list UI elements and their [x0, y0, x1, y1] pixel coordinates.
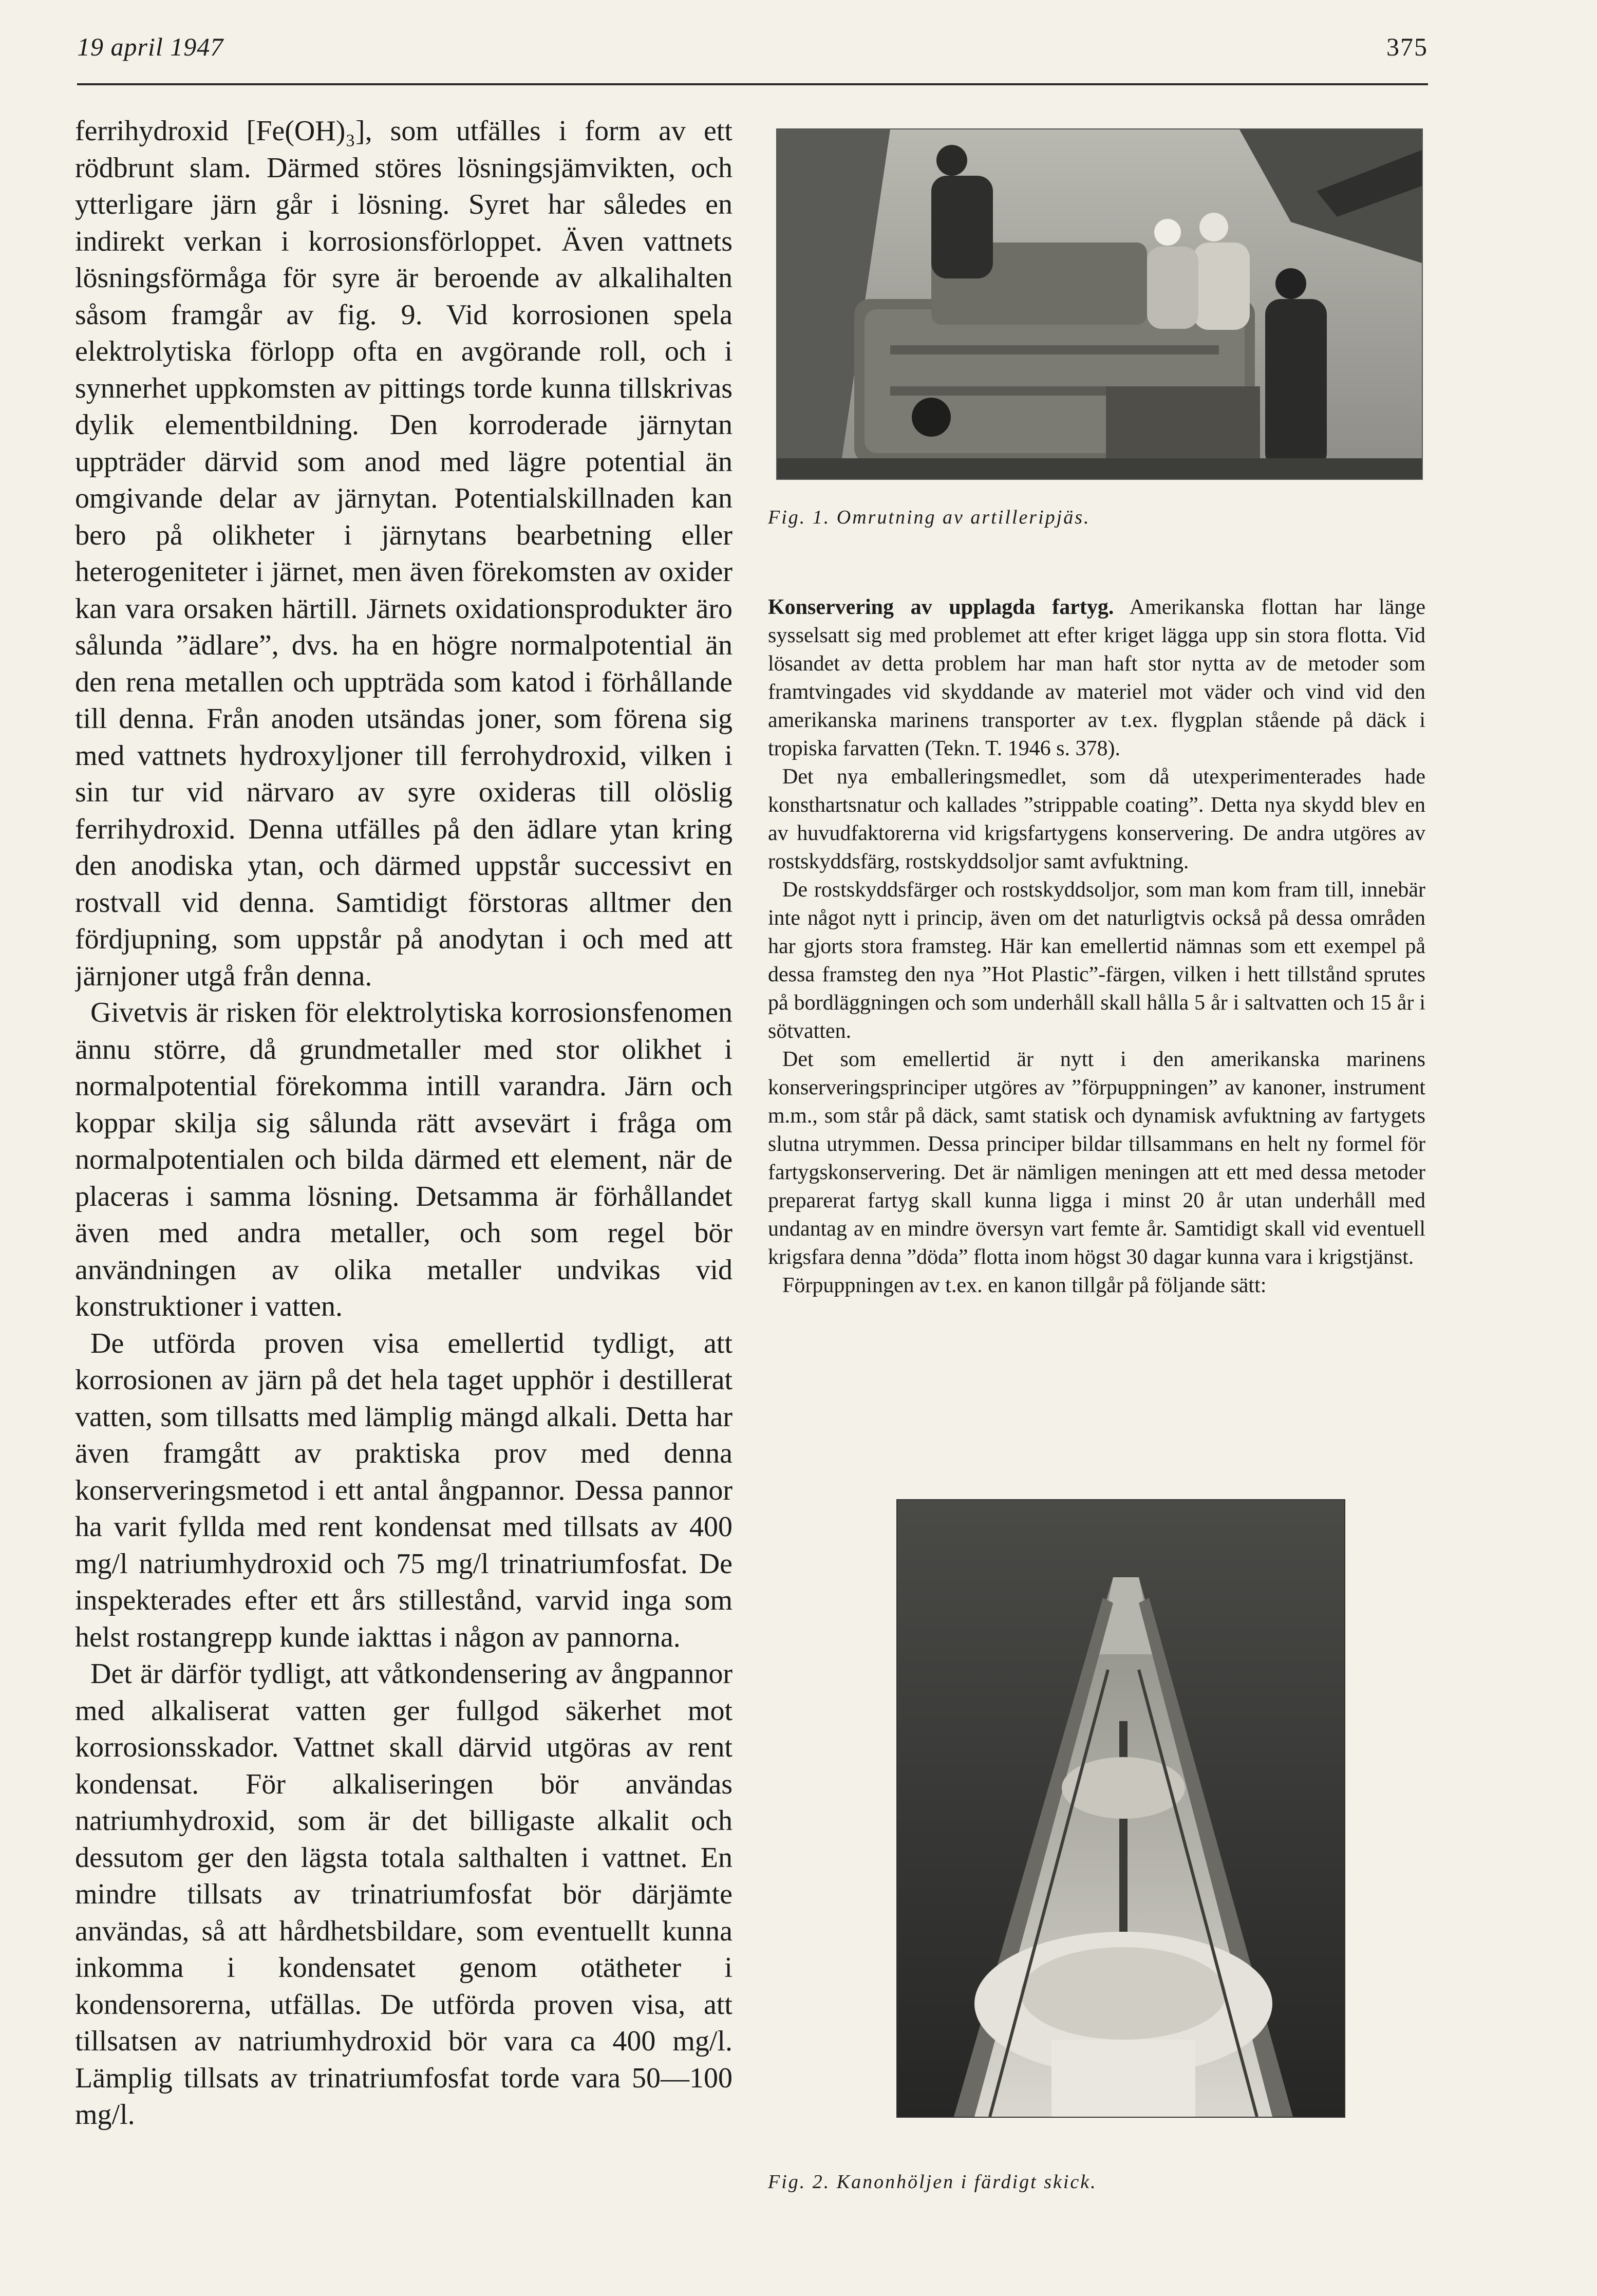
body-paragraph — [768, 593, 1425, 763]
section-heading: Konservering av upplagda fartyg. — [768, 595, 1114, 619]
right-column — [768, 128, 1431, 2193]
body-paragraph: ferrihydroxid [Fe(OH)₃], som utfälles i form av ett rödbrunt slam. Därmed störes lösningsjämvikten, och ytterligare järn går i lösning. Syret har således en indirekt verkan i korrosionsförloppet. Även vattnets lösningsförmåga för syre är beroende av alkalihalten såsom framgår av fig. 9. Vid korrosionen spela elektrolytiska förlopp ofta en avgörande roll, och i synnerhet uppkomsten av pittings torde kunna tillskrivas dylik elementbildning. Den korroderade järnytan uppträder därvid som anod med lägre potential än omgivande delar av järnytan. Potentialskillnaden kan bero på olikheter i järnytans bearbetning eller heterogeniteter i järnet, men även förekomsten av oxider kan vara orsaken härtill. Järnets oxidationsprodukter äro sålunda ”ädlare”, dvs. ha en högre normalpotential än den rena metallen och uppträda som katod i förhållande till denna. Från anoden utsändas joner, som förena sig med vattnets hydroxyljoner till ferrohydroxid, vilken i sin tur vid närvaro av syre oxideras till olöslig ferrihydroxid. Denna utfälles på den ädlare ytan kring den anodiska ytan, och därmed uppstår successivt en rostvall vid denna. Samtidigt förstoras alltmer den fördjupning, som uppstår på anodytan i och med att järnjoner utgå från denna. — [75, 115, 732, 992]
body-paragraph: De utförda proven visa emellertid tydligt, att korrosionen av järn på det hela taget upphör i destillerat vatten, som tillsatts med lämplig mängd alkali. Detta har även framgått av praktiska prov med denna konserveringsmetod i ett antal ångpannor. Dessa pannor ha varit fyllda med rent kondensat med tillsats av 400 mg/l natriumhydroxid och 75 mg/l trinatriumfosfat. De inspekterades efter ett års stillestånd, varvid inga som helst rostangrepp kunde iakttas i någon av pannorna. — [75, 1327, 732, 1653]
body-paragraph: Det som emellertid är nytt i den amerikanska marinens konserveringsprinciper utgöres av ”förpuppningen” av kanoner, instrument m.m., som står på däck, samt statisk och dynamisk avfuktning av fartygets slutna utrymmen. Dessa principer bildar tillsammans en helt ny formel för fartygskonservering. Det är nämligen meningen att ett med dessa metoder preparerat fartyg skall kunna ligga i minst 20 år utan underhåll med undantag av en mindre översyn vart femte år. Samtidigt skall vid eventuell krigsfara denna ”döda” flotta inom högst 30 dagar kunna vara i krigstjänst. — [768, 1048, 1425, 1269]
page-header — [77, 32, 1428, 85]
page-number: 375 — [1386, 32, 1428, 61]
artillery-wrapping-photo — [777, 129, 1422, 479]
body-paragraph: Det är därför tydligt, att våtkondensering av ångpannor med alkaliserat vatten ger fullgod säkerhet mot korrosionsskador. Vattnet skall därvid utgöras av rent kondensat. För alkaliseringen bör användas natriumhydroxid, som är det billigaste alkalit och dessutom ger den lägsta totala salthalten i vattnet. En mindre tillsats av trinatriumfosfat bör därjämte användas, så att hårdhetsbildare, som eventuellt kunna inkomma i kondensatet genom otätheter i kondensorerna, utfällas. De utförda proven visa, att tillsatsen av natriumhydroxid bör vara ca 400 mg/l. Lämplig tillsats av trinatriumfosfat torde vara 50—100 mg/l. — [75, 1658, 732, 2131]
issue-date: 19 april 1947 — [77, 32, 224, 61]
right-text-block — [768, 593, 1425, 1559]
figure-1-photo — [776, 128, 1423, 480]
paragraph-text: Amerikanska flottan har länge sysselsatt sig med problemet att efter kriget lägga upp sin stora flotta. Vid lösandet av detta problem har man haft stor nytta av de metoder som framtvingades vid skyddande av materiel mot väder och vind vid den amerikanska marinens transporter av t.ex. flygplan stående på däck i tropiska farvatten (Tekn. T. 1946 s. 378). — [768, 595, 1425, 760]
body-paragraph: Det nya emballeringsmedlet, som då utexperimenterades hade konsthartsnatur och kallades ”strippable coating”. Detta nya skydd blev en av huvudfaktorerna vid krigsfartygens konservering. De andra utgöres av rostskyddsfärg, rostskyddsoljor samt avfuktning. — [768, 765, 1425, 873]
ship-bow-photo — [897, 1500, 1344, 2117]
figure-2-photo — [896, 1499, 1345, 2118]
figure-1-caption: Fig. 1. Omrutning av artilleripjäs. — [768, 507, 1091, 528]
body-paragraph: De rostskyddsfärger och rostskyddsoljor, som man kom fram till, innebär inte något nytt i princip, även om det naturligtvis också på dessa områden har gjorts stora framsteg. Här kan emellertid nämnas som ett exempel på dessa framsteg den nya ”Hot Plastic”-färgen, vilken i hett tillstånd sprutes på bordläggningen och som underhåll skall hålla 5 år i saltvatten och 15 år i sötvatten. — [768, 878, 1425, 1043]
body-paragraph: Förpuppningen av t.ex. en kanon tillgår på följande sätt: — [782, 1274, 1267, 1297]
body-paragraph: Givetvis är risken för elektrolytiska korrosionsfenomen ännu större, då grundmetaller med stor olikhet i normalpotential förekomma intill varandra. Järn och koppar skilja sig sålunda rätt avsevärt i fråga om normalpotentialen och bilda därmed ett element, när de placeras i samma lösning. Detsamma är förhållandet även med andra metaller, och som regel bör användningen av olika metaller undvikas vid konstruktioner i vatten. — [75, 997, 732, 1322]
figure-2-caption: Fig. 2. Kanonhöljen i färdigt skick. — [768, 2171, 1097, 2193]
left-text-column — [75, 113, 732, 2168]
